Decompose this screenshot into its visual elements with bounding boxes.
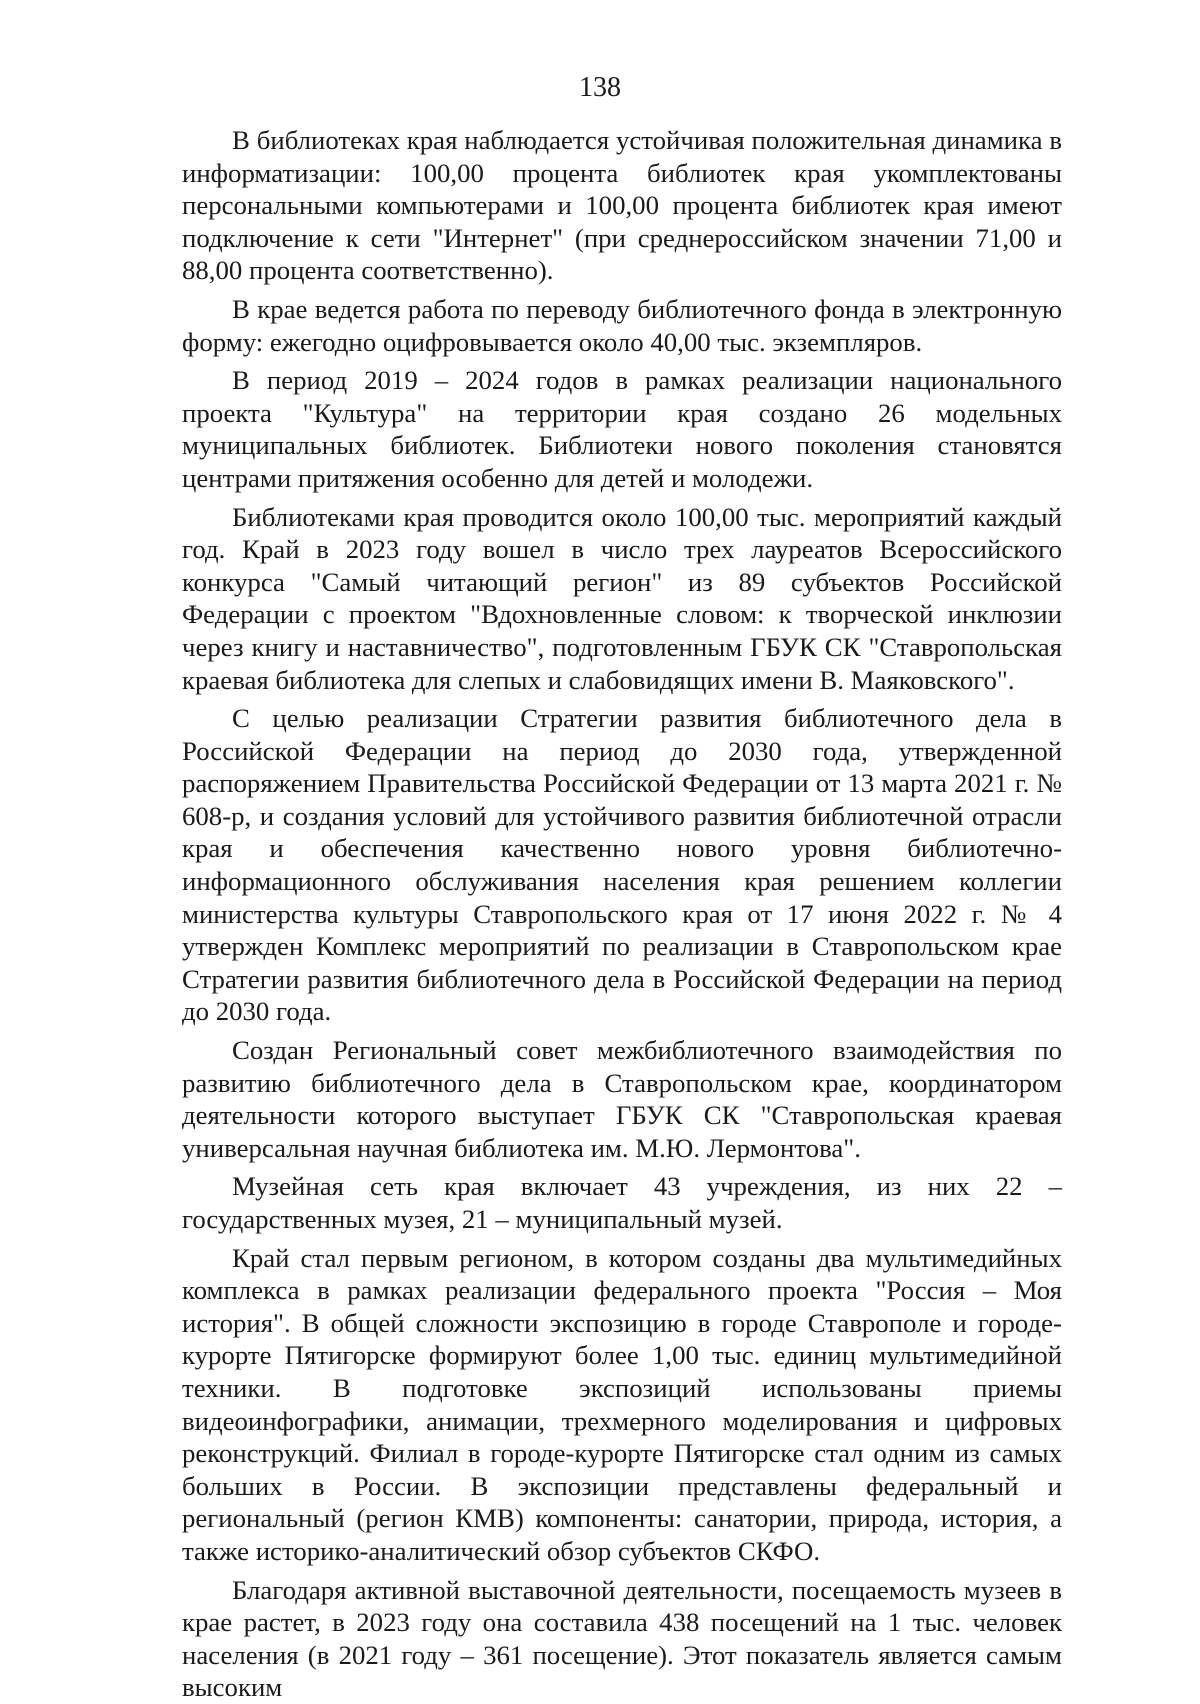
paragraph-library-informatization: В библиотеках края наблюдается устойчивая положительная динамика в информатизации: 100,00 процента библиотек края укомплектованы персональными компьютерами и 100,00 процента библиотек края имеют подключение к сети "Интернет" (при среднероссийском значении 71,00 и 88,00 процента соответственно).: [182, 125, 1062, 286]
paragraph-library-events: Библиотеками края проводится около 100,00 тыс. мероприятий каждый год. Край в 2023 году вошел в число трех лауреатов Всероссийского конкурса "Самый читающий регион" из 89 субъектов Российской Федерации с проектом "Вдохновленные словом: к творческой инклюзии через книгу и наставничество", подготовленным ГБУК СК "Ставропольская краевая библиотека для слепых и слабовидящих имени В. Маяковского".: [182, 501, 1062, 695]
page-number: 138: [579, 72, 621, 103]
paragraph-museum-network: Музейная сеть края включает 43 учреждения, из них 22 – государственных музея, 21 – муниципальный музей.: [182, 1171, 1062, 1234]
paragraph-regional-council: Создан Региональный совет межбиблиотечного взаимодействия по развитию библиотечного дела в Ставропольском крае, координатором деятельности которого выступает ГБУК СК "Ставропольская краевая универсальная научная библиотека им. М.Ю. Лермонтова".: [182, 1035, 1062, 1163]
paragraph-digitization: В крае ведется работа по переводу библиотечного фонда в электронную форму: ежегодно оцифровывается около 40,00 тыс. экземпляров.: [182, 293, 1062, 357]
paragraph-library-strategy: С целью реализации Стратегии развития библиотечного дела в Российской Федерации на период до 2030 года, утвержденной распоряжением Правительства Российской Федерации от 13 марта 2021 г. № 608-р, и создания условий для устойчивого развития библиотечной отрасли края и обеспечения качественно нового уровня библиотечно-информационного обслуживания населения края решением коллегии министерства культуры Ставропольского края от 17 июня 2022 г. № 4 утвержден Комплекс мероприятий по реализации в Ставропольском крае Стратегии развития библиотечного дела в Российской Федерации на период до 2030 года.: [182, 703, 1062, 1027]
paragraph-multimedia-complexes: Край стал первым регионом, в котором созданы два мультимедийных комплекса в рамках реализации федерального проекта "Россия – Моя история". В общей сложности экспозицию в городе Ставрополе и городе-курорте Пятигорске формируют более 1,00 тыс. единиц мультимедийной техники. В подготовке экспозиций использованы приемы видеоинфографики, анимации, трехмерного моделирования и цифровых реконструкций. Филиал в городе-курорте Пятигорске стал одним из самых больших в России. В экспозиции представлены федеральный и региональный (регион КМВ) компоненты: санатории, природа, история, а также историко-аналитический обзор субъектов СКФО.: [182, 1242, 1062, 1566]
paragraph-model-libraries: В период 2019 – 2024 годов в рамках реализации национального проекта "Культура" на территории края создано 26 модельных муниципальных библиотек. Библиотеки нового поколения становятся центрами притяжения особенно для детей и молодежи.: [182, 365, 1062, 493]
paragraph-museum-attendance: Благодаря активной выставочной деятельности, посещаемость музеев в крае растет, в 2023 году она составила 438 посещений на 1 тыс. человек населения (в 2021 году – 361 посещение). Этот показатель является самым высоким: [182, 1574, 1062, 1703]
document-body: [182, 124, 1062, 1704]
